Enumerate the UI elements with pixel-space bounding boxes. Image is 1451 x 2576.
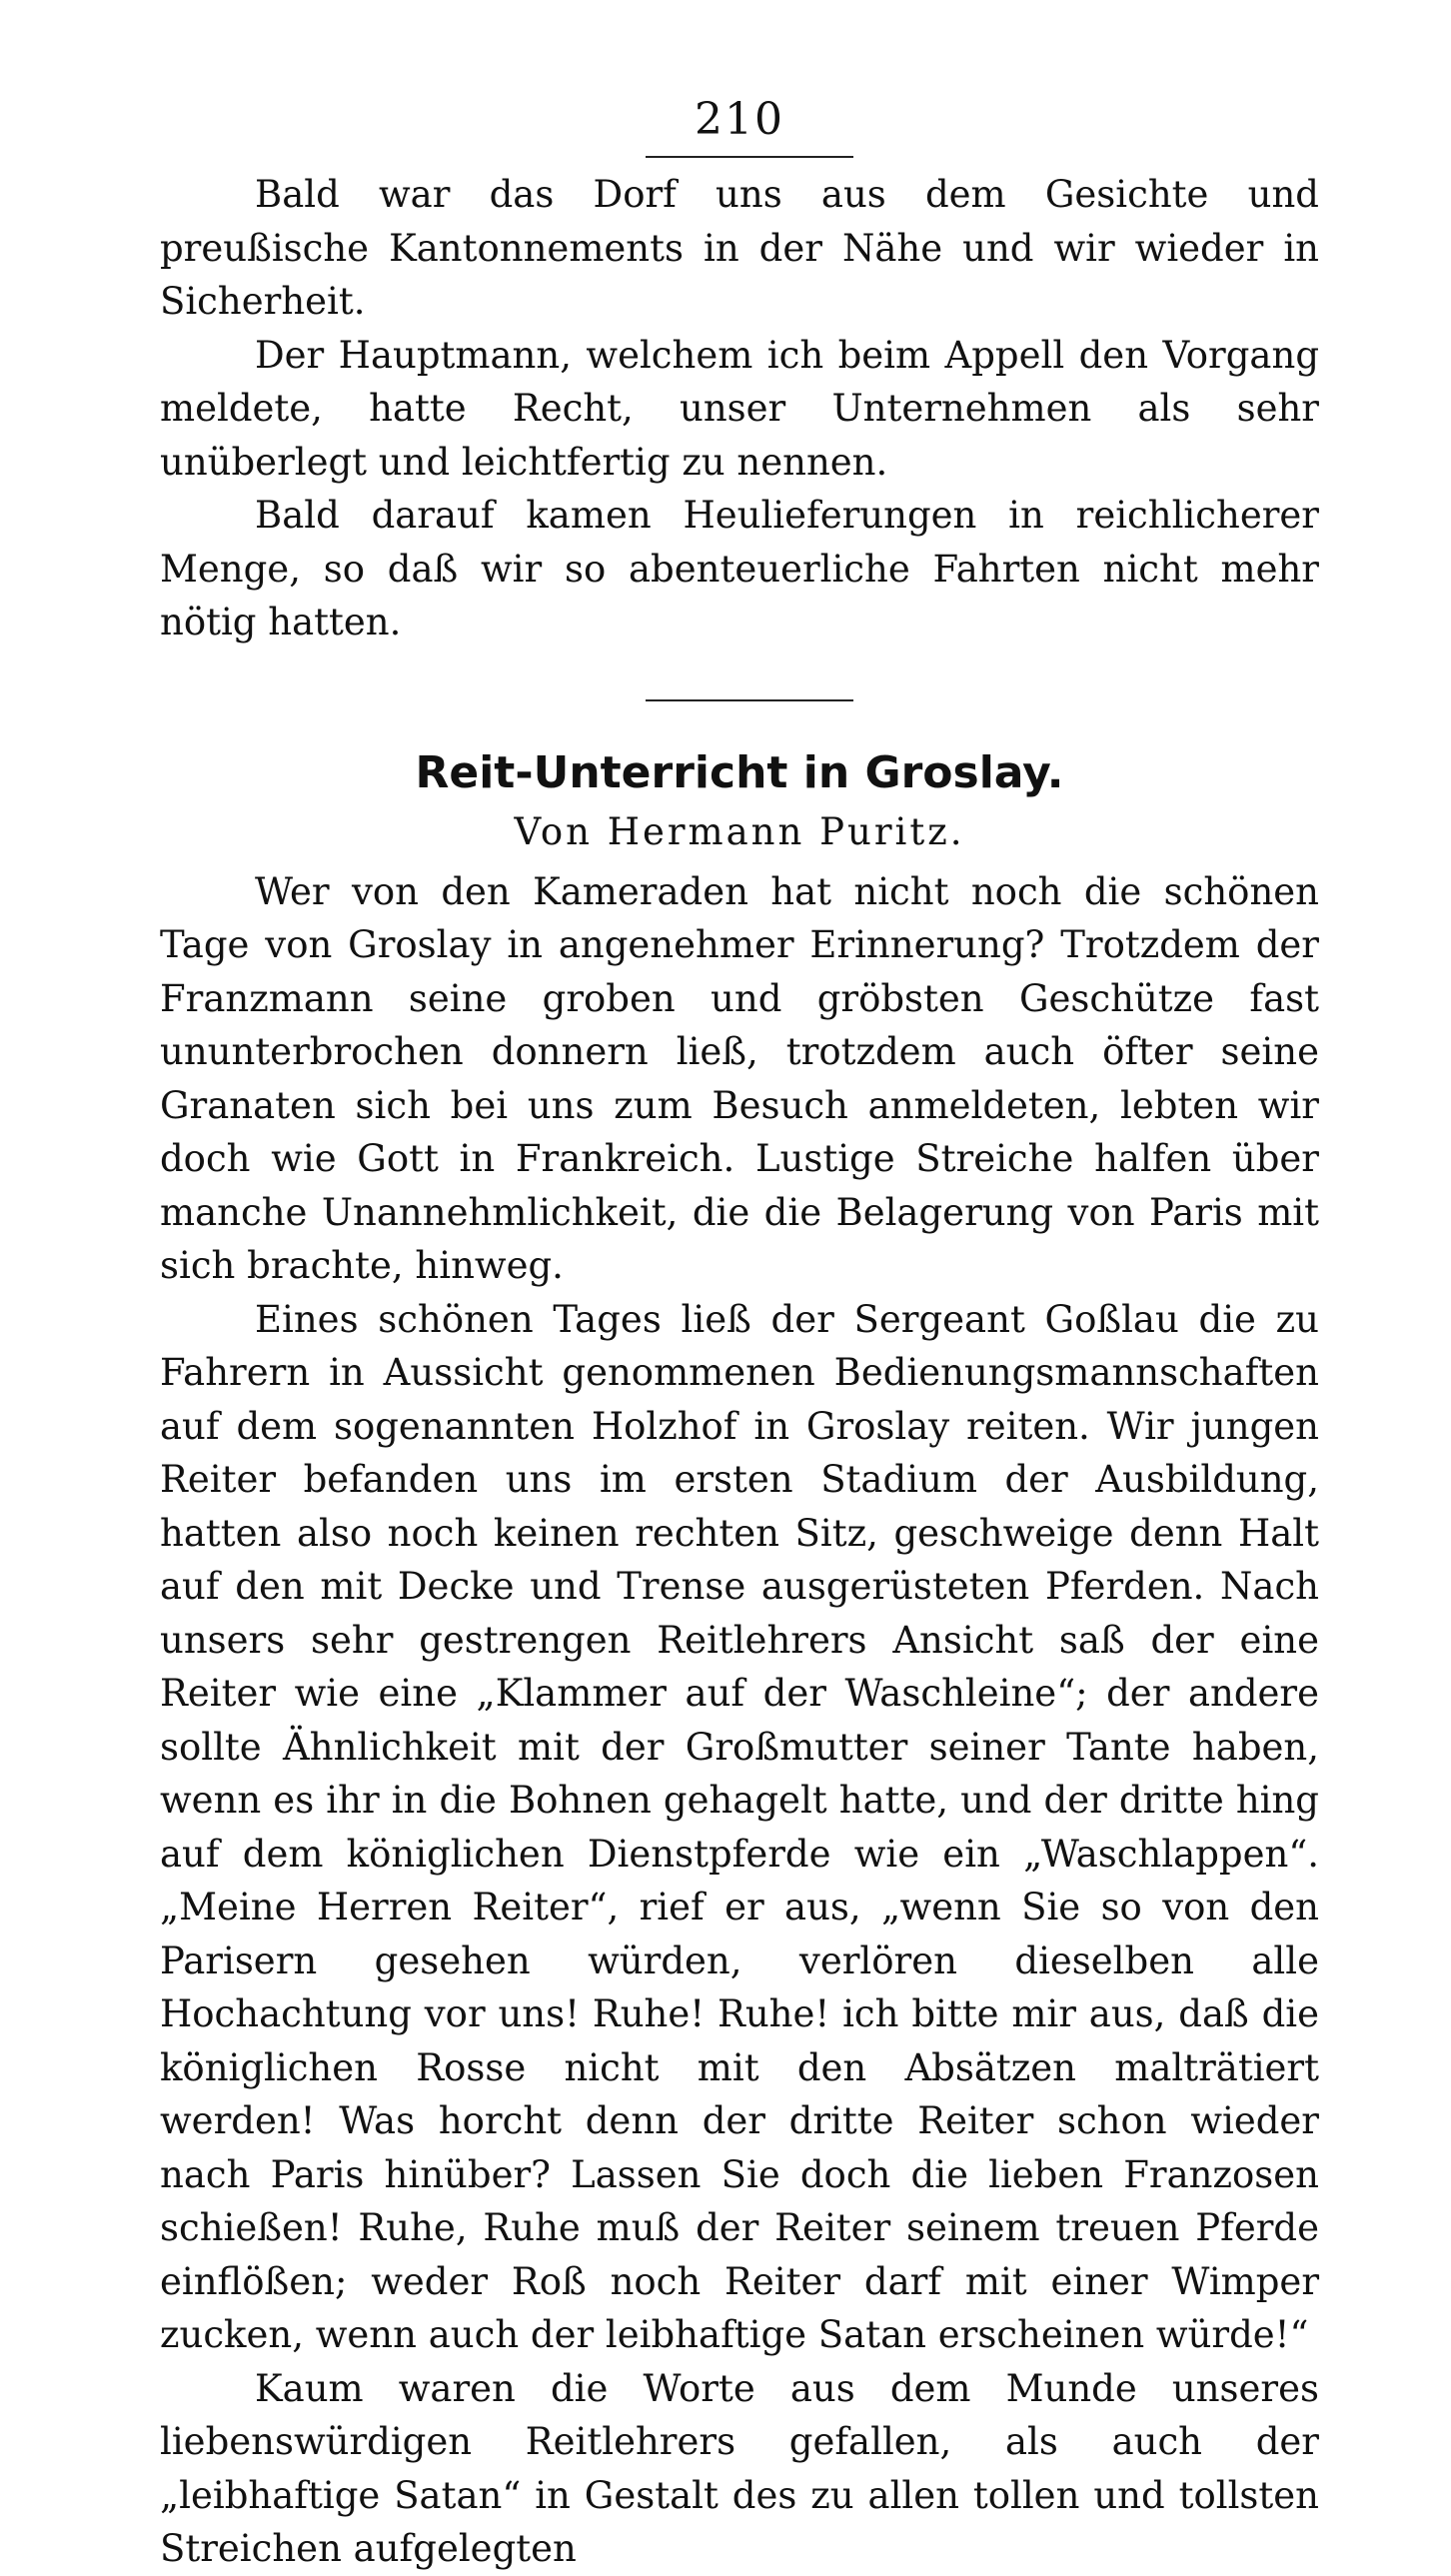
- previous-section-text: [160, 168, 1319, 649]
- paragraph: Eines schönen Tages ließ der Sergeant Goßlau die zu Fahrern in Aussicht genommenen Bedienungsmannschaften auf dem sogenannten Holzhof in Groslay reiten. Wir jungen Reiter befanden uns im ersten Stadium der Ausbildung, hatten also noch keinen rechten Sitz, geschweige denn Halt auf den mit Decke und Trense ausgerüsteten Pferden. Nach unsers sehr gestrengen Reitlehrers Ansicht saß der eine Reiter wie eine „Klammer auf der Waschleine“; der andere sollte Ähnlichkeit mit der Großmutter seiner Tante haben, wenn es ihr in die Bohnen gehagelt hatte, und der dritte hing auf dem königlichen Dienstpferde wie ein „Waschlappen“. „Meine Herren Reiter“, rief er aus, „wenn Sie so von den Parisern gesehen würden, verlören dieselben alle Hochachtung vor uns! Ruhe! Ruhe! ich bitte mir aus, daß die königlichen Rosse nicht mit den Absätzen malträtiert werden! Was horcht denn der dritte Reiter schon wieder nach Paris hinüber? Lassen Sie doch die lieben Franzosen schießen! Ruhe, Ruhe muß der Reiter seinem treuen Pferde einflößen; weder Roß noch Reiter darf mit einer Wimper zucken, wenn auch der leibhaftige Satan erscheinen würde!“: [160, 1297, 1319, 2356]
- book-page: [160, 90, 1319, 2576]
- article-author: Von Hermann Puritz.: [514, 809, 965, 853]
- paragraph: Bald war das Dorf uns aus dem Gesichte und preußische Kantonnements in der Nähe und wir wieder in Sicherheit.: [160, 173, 1319, 323]
- page-number: 210: [695, 94, 784, 145]
- section-divider: [646, 699, 853, 701]
- article-title: Reit-Unterricht in Groslay.: [415, 746, 1064, 798]
- paragraph: Kaum waren die Worte aus dem Munde unseres liebenswürdigen Reitlehrers gefallen, als auch der „leibhaftige Satan“ in Gestalt des zu allen tollen und tollsten Streichen aufgelegten: [160, 2366, 1319, 2570]
- header-rule: [646, 156, 853, 158]
- paragraph: Wer von den Kameraden hat nicht noch die schönen Tage von Groslay in angenehmer Erinnerung? Trotzdem der Franzmann seine groben und gröbsten Geschütze fast ununterbrochen donnern ließ, trotzdem auch öfter seine Granaten sich bei uns zum Besuch anmeldeten, lebten wir doch wie Gott in Frankreich. Lustige Streiche halfen über manche Unannehmlichkeit, die die Belagerung von Paris mit sich brachte, hinweg.: [160, 869, 1319, 1287]
- paragraph: Bald darauf kamen Heulieferungen in reichlicherer Menge, so daß wir so abenteuerliche Fahrten nicht mehr nötig hatten.: [160, 494, 1319, 644]
- article-text: [160, 865, 1319, 2576]
- paragraph: Der Hauptmann, welchem ich beim Appell den Vorgang meldete, hatte Recht, unser Unternehmen als sehr unüberlegt und leichtfertig zu nennen.: [160, 333, 1319, 484]
